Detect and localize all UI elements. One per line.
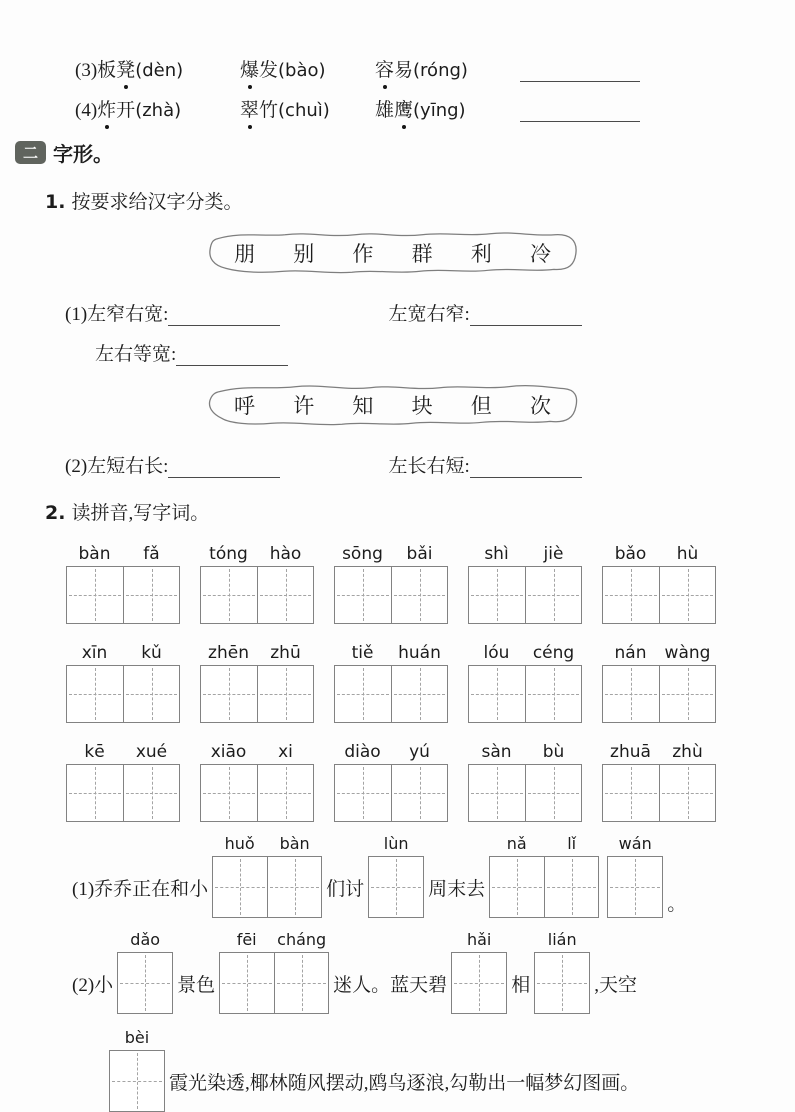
writing-cell[interactable] — [535, 953, 589, 1013]
writing-grid — [66, 764, 180, 822]
pinyin-word-group — [468, 739, 582, 822]
pinyin-label: bàn fǎ — [78, 544, 160, 564]
word-item: 爆发(bào) — [240, 55, 375, 82]
section-number-icon: 二 — [15, 141, 46, 164]
writing-grid — [66, 566, 180, 624]
inline-writing-unit — [451, 930, 507, 1014]
pinyin-label: sōng bǎi — [342, 544, 433, 564]
bank-character: 块 — [411, 394, 433, 418]
bank-character: 群 — [411, 242, 433, 266]
classification-line-1b — [95, 338, 795, 366]
answer-blank[interactable] — [168, 464, 280, 478]
bank-character: 次 — [529, 394, 551, 418]
pinyin-label: nán wàng — [614, 643, 711, 663]
writing-cell[interactable] — [391, 567, 447, 623]
sentence-text: 。 — [667, 894, 687, 915]
pinyin-label: hǎi — [466, 930, 492, 949]
dotted-character: 鹰 — [394, 95, 413, 122]
dotted-character: 爆 — [240, 55, 259, 82]
writing-grid — [468, 665, 582, 723]
sentence-text: 们讨 — [326, 878, 365, 900]
writing-cell[interactable] — [469, 666, 525, 722]
pinyin-label: bǎo hù — [614, 544, 699, 564]
sentence-text: (2)小 — [72, 974, 114, 996]
pinyin-annotation: (bào) — [278, 60, 326, 81]
inline-writing-unit — [219, 930, 329, 1014]
inline-writing-unit — [489, 834, 599, 918]
writing-cell[interactable] — [335, 666, 391, 722]
bank-character: 别 — [293, 242, 315, 266]
writing-cell[interactable] — [335, 567, 391, 623]
pinyin-correction-row-4 — [75, 90, 795, 122]
writing-grid — [200, 665, 314, 723]
pinyin-label: lùn — [383, 834, 409, 853]
pinyin-annotation: (chuì) — [278, 100, 330, 121]
word-item: 翠竹(chuì) — [240, 95, 375, 122]
answer-blank[interactable] — [176, 352, 288, 366]
pinyin-word-group — [200, 640, 314, 723]
bank-character: 作 — [352, 242, 374, 266]
pinyin-label: kē xué — [84, 742, 168, 762]
writing-grid — [368, 856, 424, 918]
writing-cell[interactable] — [525, 666, 581, 722]
writing-cell[interactable] — [220, 953, 274, 1013]
word-item: (3)板凳(dèn) — [75, 55, 240, 82]
blank-label: (2)左短右长: — [65, 456, 169, 477]
pinyin-word-group — [66, 640, 180, 723]
word-item: 容易(róng) — [375, 55, 520, 82]
pinyin-annotation: (róng) — [413, 60, 468, 81]
pinyin-word-group — [334, 541, 448, 624]
pinyin-annotation: (yīng) — [413, 100, 466, 121]
character-bank-2 — [200, 380, 585, 430]
blank-label: 左宽右窄: — [388, 304, 470, 325]
pinyin-word-group — [200, 541, 314, 624]
writing-grid — [334, 566, 448, 624]
inline-writing-unit — [368, 834, 424, 918]
pinyin-word-group — [468, 640, 582, 723]
pinyin-label: diào yú — [344, 742, 430, 762]
writing-cell[interactable] — [123, 666, 179, 722]
pinyin-label: nǎ lǐ — [506, 834, 577, 853]
item-number: (3) — [75, 60, 98, 81]
pinyin-word-group — [602, 739, 716, 822]
writing-cell[interactable] — [335, 765, 391, 821]
blank-label: 左右等宽: — [95, 344, 177, 365]
writing-grid — [66, 665, 180, 723]
writing-cell[interactable] — [469, 567, 525, 623]
sentence-text: 周末去 — [428, 878, 486, 900]
question-1-label: 1. 按要求给汉字分类。 — [45, 191, 243, 213]
writing-grid — [468, 764, 582, 822]
writing-cell[interactable] — [603, 765, 659, 821]
pinyin-word-group — [468, 541, 582, 624]
classification-line-1 — [65, 298, 795, 326]
writing-cell[interactable] — [67, 765, 123, 821]
pinyin-label: lián — [547, 930, 577, 949]
writing-cell[interactable] — [603, 567, 659, 623]
writing-cell[interactable] — [118, 953, 172, 1013]
writing-cell[interactable] — [608, 857, 662, 917]
fill-sentence-1 — [72, 834, 795, 918]
dictation-row — [66, 541, 716, 624]
inline-writing-unit — [109, 1028, 165, 1112]
writing-grid — [602, 665, 716, 723]
writing-cell[interactable] — [659, 765, 715, 821]
writing-grid — [200, 566, 314, 624]
writing-cell[interactable] — [452, 953, 506, 1013]
writing-cell[interactable] — [369, 857, 423, 917]
bank-character: 知 — [352, 394, 374, 418]
fill-sentence-3 — [105, 1028, 795, 1112]
writing-cell[interactable] — [490, 857, 544, 917]
inline-writing-unit — [212, 834, 322, 918]
writing-cell[interactable] — [67, 666, 123, 722]
writing-grid — [468, 566, 582, 624]
writing-cell[interactable] — [659, 666, 715, 722]
pinyin-label: zhēn zhū — [208, 643, 301, 663]
inline-writing-unit — [117, 930, 173, 1014]
question-2-label: 2. 读拼音,写字词。 — [45, 502, 210, 524]
section-header — [15, 138, 795, 167]
pinyin-label: lóu céng — [483, 643, 575, 663]
writing-cell[interactable] — [110, 1051, 164, 1111]
pinyin-label: xiāo xi — [210, 742, 293, 762]
pinyin-label: fēi cháng — [236, 930, 327, 949]
pinyin-label: zhuā zhù — [610, 742, 703, 762]
writing-grid — [602, 566, 716, 624]
pinyin-word-group — [334, 739, 448, 822]
dotted-character: 炸 — [97, 95, 116, 122]
writing-cell[interactable] — [213, 857, 267, 917]
bank-character: 利 — [470, 242, 492, 266]
writing-grid — [451, 952, 507, 1014]
writing-cell[interactable] — [257, 567, 313, 623]
writing-cell[interactable] — [544, 857, 598, 917]
pinyin-word-group — [602, 541, 716, 624]
pinyin-correction-row-3 — [75, 50, 795, 82]
answer-blank[interactable] — [520, 67, 640, 82]
sentence-text: (1)乔乔正在和小 — [72, 878, 209, 900]
writing-cell[interactable] — [123, 567, 179, 623]
writing-cell[interactable] — [201, 765, 257, 821]
character-bank-1 — [200, 228, 585, 278]
writing-cell[interactable] — [267, 857, 321, 917]
writing-grid — [334, 665, 448, 723]
writing-cell[interactable] — [525, 567, 581, 623]
pinyin-label: tóng hào — [209, 544, 302, 564]
answer-blank[interactable] — [470, 312, 582, 326]
inline-writing-unit — [607, 834, 663, 918]
bank-character: 呼 — [234, 394, 255, 418]
writing-cell[interactable] — [525, 765, 581, 821]
answer-blank[interactable] — [520, 107, 640, 122]
writing-cell[interactable] — [257, 765, 313, 821]
bank-character: 许 — [293, 394, 315, 418]
writing-grid — [534, 952, 590, 1014]
answer-blank[interactable] — [470, 464, 582, 478]
writing-cell[interactable] — [201, 567, 257, 623]
dotted-character: 凳 — [116, 55, 135, 82]
bank-character: 但 — [470, 394, 492, 418]
writing-cell[interactable] — [469, 765, 525, 821]
writing-cell[interactable] — [659, 567, 715, 623]
pinyin-label: dǎo — [130, 930, 161, 949]
writing-grid — [212, 856, 322, 918]
answer-blank[interactable] — [168, 312, 280, 326]
writing-cell[interactable] — [201, 666, 257, 722]
pinyin-annotation: (dèn) — [135, 60, 184, 81]
fill-sentence-2 — [72, 930, 795, 1014]
pinyin-word-group — [66, 739, 180, 822]
dictation-row — [66, 739, 716, 822]
word-item: 雄鹰(yīng) — [375, 95, 520, 122]
blank-label: (1)左窄右宽: — [65, 304, 169, 325]
writing-grid — [117, 952, 173, 1014]
writing-cell[interactable] — [603, 666, 659, 722]
writing-grid — [489, 856, 599, 918]
bank-character: 朋 — [234, 242, 255, 266]
writing-cell[interactable] — [274, 953, 328, 1013]
writing-grid — [200, 764, 314, 822]
word-item: (4)炸开(zhà) — [75, 95, 240, 122]
writing-cell[interactable] — [67, 567, 123, 623]
pinyin-label: huǒ bàn — [224, 834, 310, 853]
pinyin-label: tiě huán — [351, 643, 441, 663]
writing-cell[interactable] — [391, 765, 447, 821]
pinyin-word-group — [334, 640, 448, 723]
pinyin-label: sàn bù — [481, 742, 565, 762]
writing-grid — [109, 1050, 165, 1112]
writing-grid — [607, 856, 663, 918]
section-title: 字形。 — [53, 142, 113, 166]
item-number: (4) — [75, 100, 98, 121]
dictation-row — [66, 640, 716, 723]
pinyin-word-group — [602, 640, 716, 723]
pinyin-label: bèi — [124, 1028, 150, 1047]
wavy-border — [200, 380, 585, 430]
pinyin-word-group — [200, 739, 314, 822]
blank-label: 左长右短: — [388, 456, 470, 477]
writing-cell[interactable] — [391, 666, 447, 722]
sentence-text: ,天空 — [594, 974, 637, 996]
sentence-text: 迷人。蓝天碧 — [333, 974, 448, 996]
writing-cell[interactable] — [123, 765, 179, 821]
inline-writing-unit — [534, 930, 590, 1014]
pinyin-annotation: (zhà) — [135, 100, 182, 121]
writing-grid — [334, 764, 448, 822]
pinyin-label: wán — [618, 834, 652, 853]
pinyin-label: xīn kǔ — [81, 643, 162, 663]
bank-character: 冷 — [529, 242, 551, 266]
dotted-character: 容 — [375, 55, 394, 82]
sentence-text: 相 — [511, 974, 531, 996]
sentence-text: 霞光染透,椰林随风摆动,鸥鸟逐浪,勾勒出一幅梦幻图画。 — [169, 1072, 640, 1094]
writing-grid — [602, 764, 716, 822]
wavy-border — [200, 228, 585, 278]
classification-line-2 — [65, 450, 795, 478]
writing-grid — [219, 952, 329, 1014]
pinyin-word-group — [66, 541, 180, 624]
sentence-text: 景色 — [177, 974, 216, 996]
dotted-character: 翠 — [240, 95, 259, 122]
writing-cell[interactable] — [257, 666, 313, 722]
pinyin-label: shì jiè — [484, 544, 564, 564]
